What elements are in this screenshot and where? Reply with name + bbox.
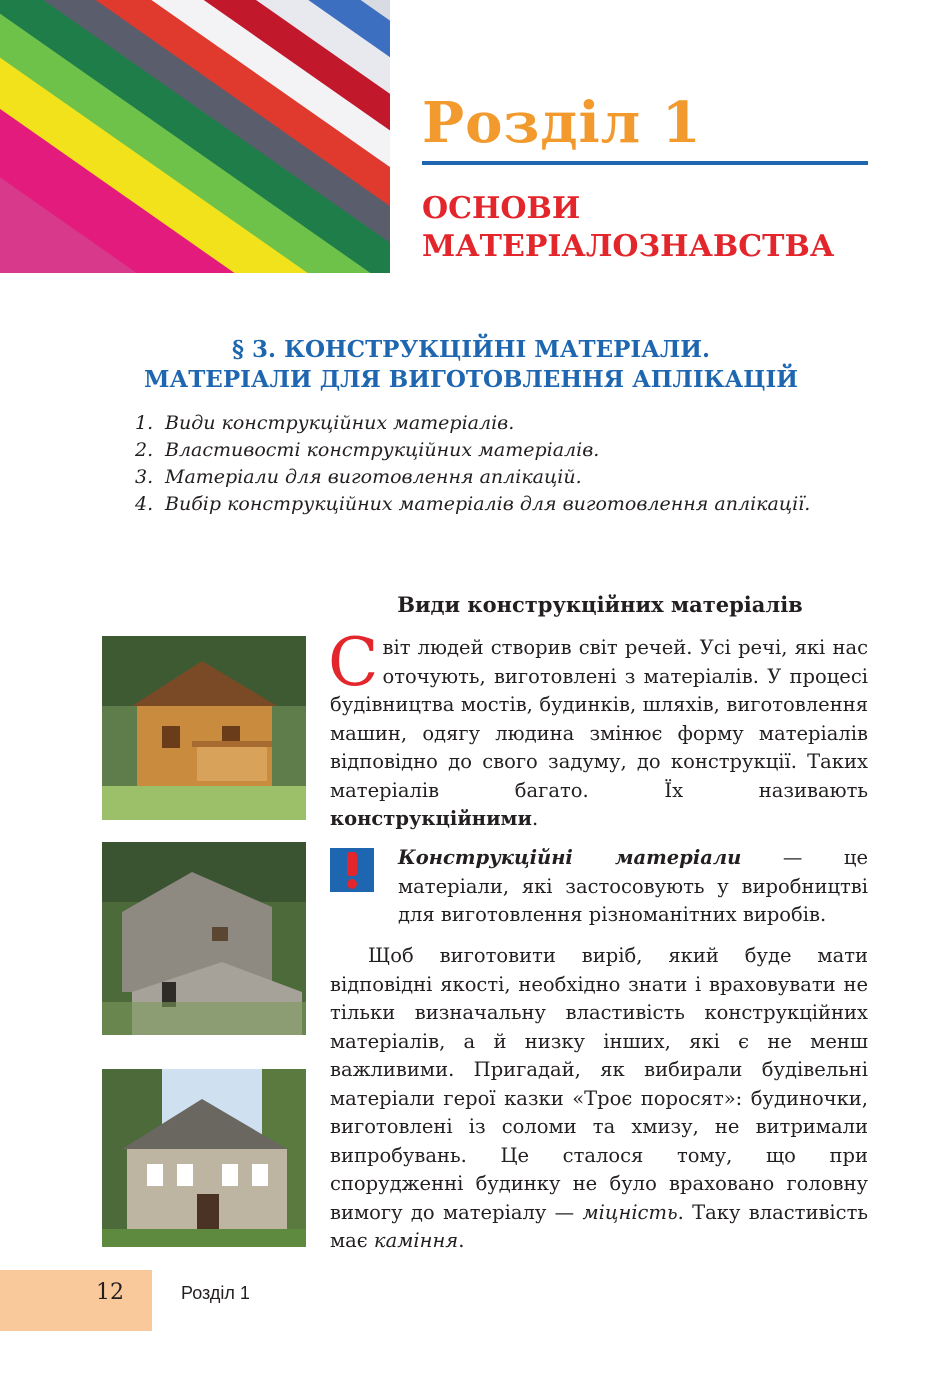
topic-number: 4. — [135, 493, 154, 515]
subheading: Види конструкційних матеріалів — [397, 592, 803, 617]
topic-text: Властивості конструкційних матеріалів. — [165, 439, 600, 461]
topic-item — [135, 410, 855, 437]
topic-list — [135, 410, 855, 518]
topic-item — [135, 491, 855, 518]
intro-text: віт людей створив світ речей. Усі речі, які нас оточують, виготовлені з матеріалів. У процесі будівництва мостів, будинків, шляхів, виготовлення машин, одягу людина змінює форму матеріалів відповідно до свого задуму, до конструкції. Таких матеріалів багато. Їх називають — [330, 636, 868, 802]
emphasis-strength: міцність — [582, 1200, 678, 1224]
topic-number: 1. — [135, 412, 154, 434]
chapter-subtitle-line2: МАТЕРІАЛОЗНАВСТВА — [422, 229, 835, 264]
chapter-divider — [422, 161, 868, 165]
section-heading-line1: § 3. КОНСТРУКЦІЙНІ МАТЕРІАЛИ. — [232, 336, 710, 363]
drop-cap: С — [328, 624, 379, 701]
chapter-subtitle-line1: ОСНОВИ — [422, 191, 581, 226]
main-text-mid: . Таку властивість має — [330, 1200, 868, 1252]
fabric-swatches-image — [0, 0, 390, 273]
intro-paragraph — [328, 624, 868, 834]
definition-term: Конструкційні матеріали — [398, 846, 742, 869]
intro-end: . — [531, 807, 539, 830]
footer-chapter-label: Розділ 1 — [181, 1283, 250, 1303]
topic-number: 2. — [135, 439, 154, 461]
manor-house-photo — [102, 1069, 306, 1247]
main-text: Щоб виготовити виріб, який буде мати відповідні якості, необхідно знати і враховувати не тільки визначальну властивість конструкційних матеріалів, а й низку інших, які є не менш важливими. Пригадай, як вибирали будівельні матеріали герої казки «Троє поросят»: будиночки, виготовлені із соломи та хмизу, не витримали випробувань. Це сталося тому, що при спорудженні будинку не було враховано головну вимогу до матеріалу — — [330, 944, 868, 1224]
section-heading — [60, 335, 882, 395]
definition-text: — це матеріали, які застосовують у виробництві для виготовлення різноманітних виробів. — [398, 846, 868, 926]
page-number: 12 — [96, 1280, 124, 1305]
topic-text: Матеріали для виготовлення аплікацій. — [165, 466, 582, 488]
exclamation-icon — [330, 848, 374, 892]
section-heading-line2: МАТЕРІАЛИ ДЛЯ ВИГОТОВЛЕННЯ АПЛІКАЦІЙ — [144, 366, 798, 393]
topic-number: 3. — [135, 466, 154, 488]
definition-block — [398, 844, 868, 930]
emphasis-stone: каміння — [373, 1229, 459, 1252]
wooden-house-photo — [102, 636, 306, 820]
topic-text: Вибір конструкційних матеріалів для виготовлення аплікації. — [165, 493, 811, 515]
topic-item — [135, 464, 855, 491]
stone-house-photo — [102, 842, 306, 1035]
main-text-end: . — [458, 1229, 465, 1252]
intro-term: конструкційними — [330, 807, 532, 830]
topic-item — [135, 437, 855, 464]
chapter-subtitle — [422, 190, 834, 266]
chapter-title: Розділ 1 — [422, 90, 702, 156]
main-paragraph — [330, 942, 868, 1256]
topic-text: Види конструкційних матеріалів. — [165, 412, 515, 434]
